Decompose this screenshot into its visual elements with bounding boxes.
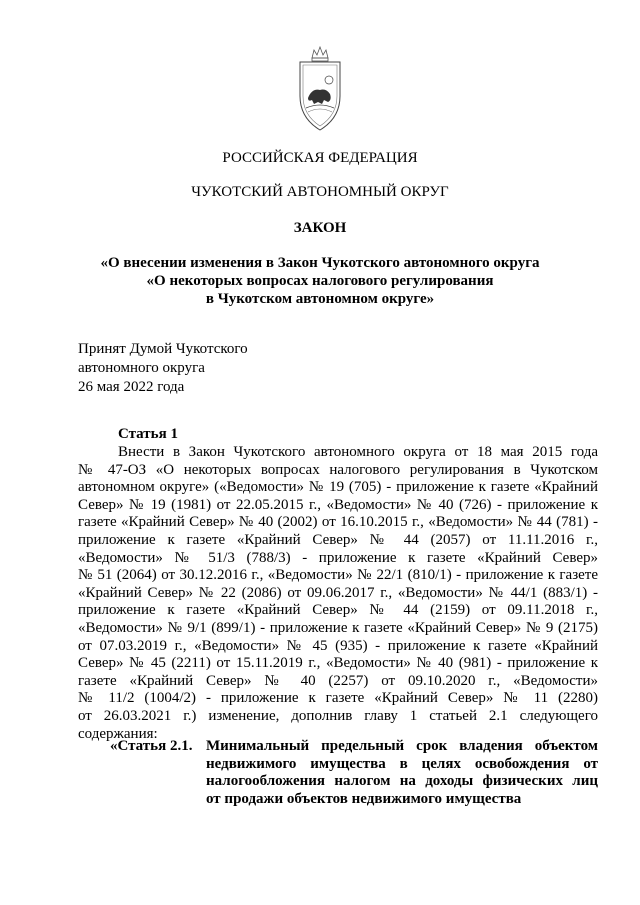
article-1-line: от 07.03.2019 г., «Ведомости» № 45 (935) - приложение к газете «Крайний bbox=[78, 637, 598, 654]
adoption-line: автономного округа bbox=[78, 360, 205, 376]
article-2-1-heading-line: от продажи объектов недвижимого имущества bbox=[206, 790, 522, 807]
article-1-line: газете «Крайний Север» № 40 (2002) от 16.10.2015 г., «Ведомости» № 44 (781) - bbox=[78, 514, 598, 531]
article-1-line: «Крайний Север» № 22 (2086) от 09.06.2017 г., «Ведомости» № 44/1 (883/1) - bbox=[78, 584, 598, 601]
adoption-line: Принят Думой Чукотского bbox=[78, 341, 248, 357]
law-title-line-2: «О некоторых вопросах налогового регулирования bbox=[146, 273, 494, 289]
article-1-line: «Ведомости» № 9/1 (899/1) - приложение к газете «Крайний Север» № 9 (2175) bbox=[78, 619, 598, 636]
article-1-line: № 47-ОЗ «О некоторых вопросах налогового регулирования в Чукотском bbox=[78, 461, 598, 478]
article-1-line: приложение к газете «Крайний Север» № 44 (2057) от 11.11.2016 г., bbox=[78, 531, 598, 548]
article-2-1-heading bbox=[206, 738, 598, 808]
article-1-line: Внести в Закон Чукотского автономного округа от 18 мая 2015 года bbox=[118, 444, 598, 460]
country-heading: РОССИЙСКАЯ ФЕДЕРАЦИЯ bbox=[222, 150, 418, 166]
adoption-date: 26 мая 2022 года bbox=[78, 379, 185, 395]
region-heading: ЧУКОТСКИЙ АВТОНОМНЫЙ ОКРУГ bbox=[191, 184, 449, 200]
article-1-line: газете «Крайний Север» № 40 (2257) от 09.10.2020 г., «Ведомости» bbox=[78, 672, 598, 689]
law-title-line-3: в Чукотском автономном округе» bbox=[205, 291, 435, 307]
article-1-line: содержания: bbox=[78, 725, 158, 742]
article-2-1-label: «Статья 2.1. bbox=[110, 738, 193, 754]
article-1-line: Север» № 19 (1981) от 22.05.2015 г., «Ведомости» № 40 (726) - приложение к bbox=[78, 496, 598, 513]
article-1-line: автономном округе» («Ведомости» № 19 (705) - приложение к газете «Крайний bbox=[78, 479, 598, 496]
article-1-body bbox=[78, 444, 598, 743]
adoption-note bbox=[78, 340, 248, 397]
article-1-line: № 51 (2064) от 30.12.2016 г., «Ведомости» № 22/1 (810/1) - приложение к газете bbox=[78, 567, 598, 584]
article-1-title: Статья 1 bbox=[118, 426, 178, 442]
article-1-line: № 11/2 (1004/2) - приложение к газете «Крайний Север» № 11 (2280) bbox=[78, 690, 598, 707]
article-1-line: приложение к газете «Крайний Север» № 44 (2159) от 09.11.2018 г., bbox=[78, 602, 598, 619]
document-type: ЗАКОН bbox=[293, 220, 347, 236]
coat-of-arms-emblem bbox=[296, 44, 344, 136]
article-1-line: «Ведомости» № 51/3 (788/3) - приложение к газете «Крайний Север» bbox=[78, 549, 598, 566]
article-2-1-heading-line: недвижимого имущества в целях освобождения от bbox=[206, 755, 598, 772]
article-2-1-heading-line: налогообложения налогом на доходы физических лиц bbox=[206, 773, 598, 790]
article-1-line: Север» № 45 (2211) от 15.11.2019 г., «Ведомости» № 40 (981) - приложение к bbox=[78, 655, 598, 672]
law-title-line-1: «О внесении изменения в Закон Чукотского автономного округа bbox=[100, 255, 540, 271]
article-1-line: от 26.03.2021 г.) изменение, дополнив главу 1 статьей 2.1 следующего bbox=[78, 707, 598, 724]
article-2-1-heading-line: Минимальный предельный срок владения объектом bbox=[206, 738, 598, 754]
